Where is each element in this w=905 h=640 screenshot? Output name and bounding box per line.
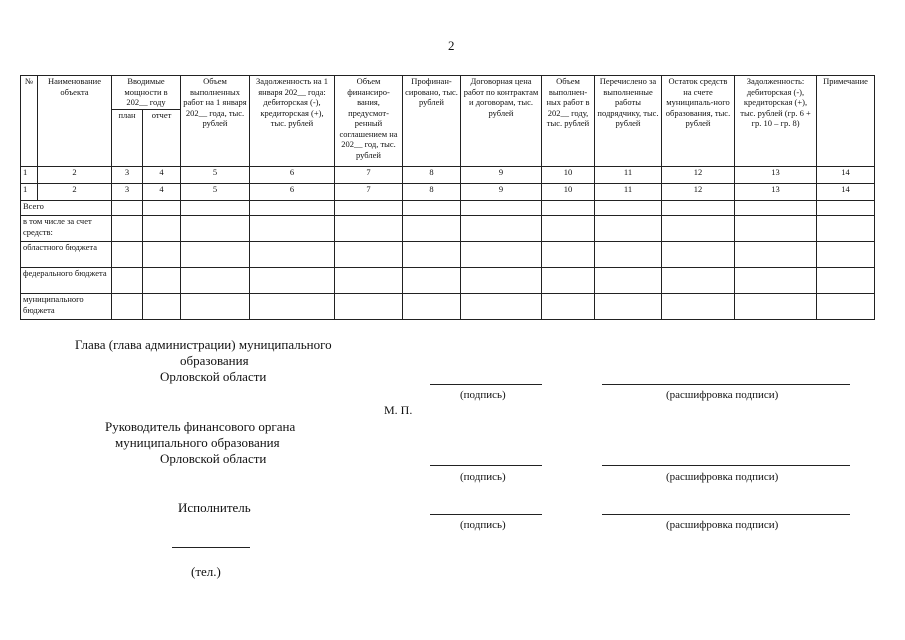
header-num: № — [21, 76, 38, 167]
header-profinanced: Профинан-сировано, тыс. рублей — [403, 76, 461, 167]
fin-decode-line — [602, 465, 850, 466]
header-debt: Задолженность на 1 января 202__ года: дебиторская (-), кредиторская (+), тыс. рублей — [250, 76, 335, 167]
cell: 1 — [21, 184, 38, 201]
header-name: Наименование объекта — [38, 76, 112, 167]
executor-decode-line — [602, 514, 850, 515]
header-plan: план — [112, 110, 143, 167]
header-volume-done: Объем выполненных работ на 1 января 202__ года, тыс. рублей — [181, 76, 250, 167]
row-total — [21, 201, 875, 216]
cell: 6 — [250, 167, 335, 184]
fin-decode-caption: (расшифровка подписи) — [666, 471, 779, 483]
cell: 10 — [542, 167, 595, 184]
head-decode-line — [602, 384, 850, 385]
number-row — [21, 184, 875, 201]
cell: 1 — [21, 167, 38, 184]
executor-signature-line — [430, 514, 542, 515]
fin-title-line1: Руководитель финансового органа — [105, 419, 296, 434]
page-number: 2 — [448, 38, 455, 53]
head-title-line1: Глава (глава администрации) муниципального — [75, 337, 332, 352]
head-title-line3: Орловской области — [160, 369, 267, 384]
cell: 2 — [38, 167, 112, 184]
head-signature-caption: (подпись) — [460, 389, 506, 401]
cell: 10 — [542, 184, 595, 201]
cell: 8 — [403, 167, 461, 184]
cell: 2 — [38, 184, 112, 201]
head-signature-line — [430, 384, 542, 385]
cell: 5 — [181, 184, 250, 201]
header-contract-price: Договорная цена работ по контрактам и договорам, тыс. рублей — [461, 76, 542, 167]
row-label-regional: областного бюджета — [21, 242, 112, 268]
cell: 12 — [662, 167, 735, 184]
report-table — [20, 75, 875, 320]
cell: 7 — [335, 167, 403, 184]
cell: 8 — [403, 184, 461, 201]
fin-signature-caption: (подпись) — [460, 471, 506, 483]
cell: 13 — [735, 167, 817, 184]
phone-line — [172, 547, 250, 548]
phone-label: (тел.) — [191, 564, 221, 579]
fin-title-line2: муниципального образования — [115, 435, 280, 450]
fin-signature-line — [430, 465, 542, 466]
cell: 11 — [595, 167, 662, 184]
header-debt-end: Задолженность: дебиторская (-), кредиторская (+), тыс. рублей (гр. 6 + гр. 10 – гр. 8) — [735, 76, 817, 167]
executor-signature-caption: (подпись) — [460, 519, 506, 531]
cell: 3 — [112, 184, 143, 201]
cell: 3 — [112, 167, 143, 184]
header-note: Примечание — [817, 76, 875, 167]
executor-decode-caption: (расшифровка подписи) — [666, 519, 779, 531]
header-row — [21, 76, 875, 110]
cell: 4 — [143, 167, 181, 184]
cell: 14 — [817, 167, 875, 184]
cell: 6 — [250, 184, 335, 201]
cell: 9 — [461, 167, 542, 184]
cell: 12 — [662, 184, 735, 201]
row-label-federal: федерального бюджета — [21, 268, 112, 294]
header-capacity: Вводимые мощности в 202__ году — [112, 76, 181, 110]
cell: 4 — [143, 184, 181, 201]
head-decode-caption: (расшифровка подписи) — [666, 389, 779, 401]
number-row — [21, 167, 875, 184]
header-report: отчет — [143, 110, 181, 167]
executor-title: Исполнитель — [178, 500, 251, 515]
fin-title-line3: Орловской области — [160, 451, 267, 466]
cell: 14 — [817, 184, 875, 201]
cell: 11 — [595, 184, 662, 201]
cell: 5 — [181, 167, 250, 184]
header-financing: Объем финансиро-вания, предусмот-ренный соглашением на 202__ год, тыс. рублей — [335, 76, 403, 167]
head-title-line2: образования — [180, 353, 249, 368]
cell: 13 — [735, 184, 817, 201]
row-label-including: в том числе за счет средств: — [21, 216, 112, 242]
cell: 7 — [335, 184, 403, 201]
header-balance: Остаток средств на счете муниципаль-ного образования, тыс. рублей — [662, 76, 735, 167]
stamp-place: М. П. — [384, 403, 413, 417]
cell: 9 — [461, 184, 542, 201]
row-label-total: Всего — [21, 201, 112, 216]
header-transferred: Перечислено за выполненные работы подрядчику, тыс. рублей — [595, 76, 662, 167]
row-including — [21, 216, 875, 242]
header-volume-year: Объем выполнен-ных работ в 202__ году, тыс. рублей — [542, 76, 595, 167]
row-regional — [21, 242, 875, 268]
row-label-municipal: муниципального бюджета — [21, 294, 112, 320]
row-federal — [21, 268, 875, 294]
row-municipal — [21, 294, 875, 320]
